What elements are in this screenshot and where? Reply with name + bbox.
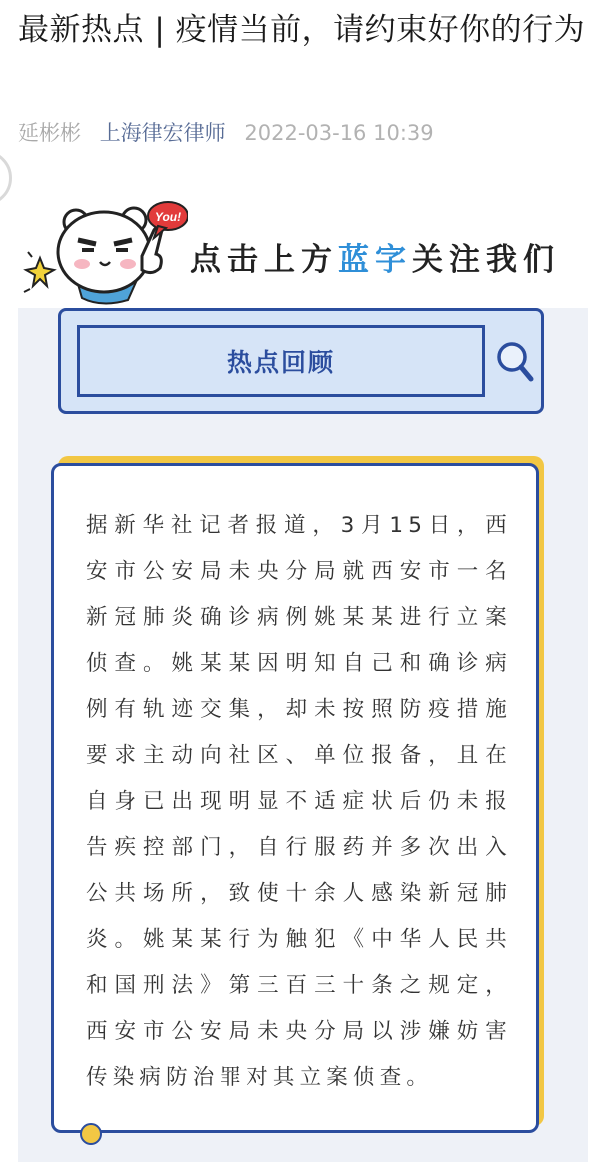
search-icon xyxy=(495,337,535,385)
section-header-card xyxy=(58,308,544,414)
account-link[interactable]: 上海律宏律师 xyxy=(99,121,226,145)
follow-highlight: 蓝字 xyxy=(338,242,412,278)
follow-suffix: 关注我们 xyxy=(412,242,560,278)
section-header-label: 热点回顾 xyxy=(226,348,335,377)
article-title: 最新热点 | 疫情当前，请约束好你的行为 xyxy=(18,12,586,48)
section-body-text: 据新华社记者报道，3月15日，西安市公安局未央分局就西安市一名新冠肺炎确诊病例姚某某进行立案侦查。姚某某因明知自己和确诊病例有轨迹交集，却未按照防疫措施要求主动向社区、单位报备，且在自身已出现明显不适症状后仍未报告疾控部门，自行服药并多次出入公共场所，致使十余人感染新冠肺炎。姚某某行为触犯《中华人民共和国刑法》第三百三十条之规定，西安市公安局未央分局以涉嫌妨害传染病防治罪对其立案侦查。 xyxy=(86,513,512,1090)
sparkle-icon xyxy=(24,252,54,292)
publish-datetime: 2022-03-16 10:39 xyxy=(244,121,434,145)
content-card xyxy=(51,463,539,1133)
author-name: 延彬彬 xyxy=(18,121,81,145)
follow-us-text xyxy=(190,234,560,279)
mascot-badge-text: You! xyxy=(154,210,182,224)
section-header-box xyxy=(77,325,485,397)
article-meta xyxy=(18,118,446,148)
bear-mascot-icon xyxy=(18,196,188,308)
follow-prefix: 点击上方 xyxy=(190,242,338,278)
follow-banner[interactable] xyxy=(0,196,600,308)
card-dot-decoration xyxy=(80,1123,102,1145)
